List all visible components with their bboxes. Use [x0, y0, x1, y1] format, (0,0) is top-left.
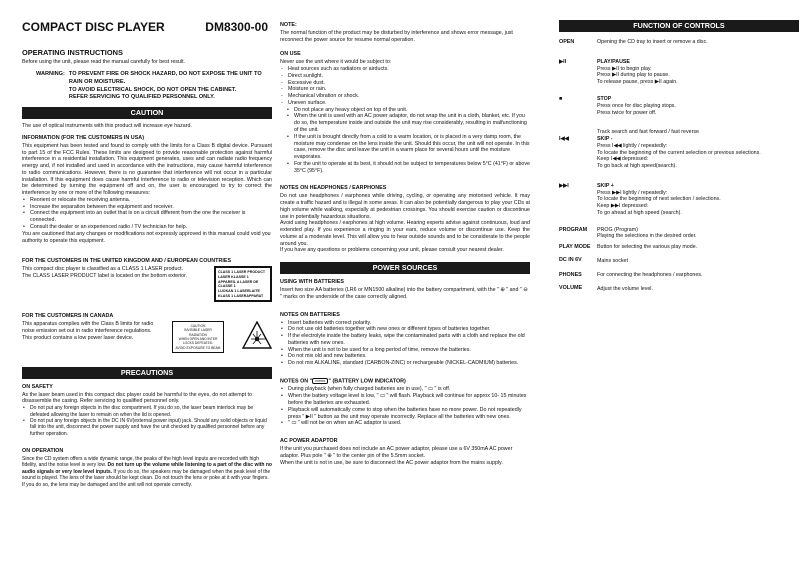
control-desc: Press ▶II during play to pause.: [597, 72, 670, 79]
list-item: • Do not mix old and new batteries.: [280, 353, 530, 360]
usa-text: This equipment has been tested and found to comply with the limits for a Class B digital device. Pursuant to part 15 of the FCC Rules. These limits are designed to provide reasonable protection against harmful interference in a residential installation. This equipment generates, uses and can radiate radio frequency energy and, if not installed and used in accordance with the instructions, may cause harmful interference to radio communications. However, there is no guarantee that interference will not occur in a particular installation. If this equipment does cause harmful interference to radio or television reception. Which can be determined by turning the equipment off and on, the user is encouraged to try to correct the interference by one or more of the following measures:: [22, 142, 272, 197]
uk-block: [22, 266, 272, 302]
stop-icon: ■: [559, 95, 563, 102]
control-play-mode: [559, 244, 799, 251]
indicator-heading: [280, 378, 530, 386]
list-item: • When the unit is not to be used for a long period of time, remove the batteries.: [280, 347, 530, 354]
list-item: - Mechanical vibration or shock.: [280, 93, 530, 100]
canada-text-2: This product contains a low power laser device.: [22, 334, 134, 341]
canada-text: This apparatus complies with the Class B limits for radio noise emission set out in radio interference regulations.: [22, 321, 154, 334]
operation-text: [22, 456, 272, 488]
class1-laser-label: [214, 266, 272, 302]
control-desc: Button for selecting the various play mode.: [597, 244, 698, 251]
label-line: APPAREIL A LASER DE CLASSE 1: [218, 279, 259, 289]
dc-in-icon: DC IN 6V: [559, 257, 582, 264]
ac-adaptor-text: If the unit you purchased does not include an AC power adaptor, please use a 6V 350mA AC power adaptor. Plus pole " ⊕ " to the center pin of the 5.5mm socket.: [280, 445, 513, 459]
control-key: OPEN: [559, 39, 575, 45]
safety-text: As the laser beam used in this compact disc player could be harmful to the eyes, do not attempt to disassemble the casing. Refer servicing to qualified personnel only.: [22, 391, 252, 405]
list-item: • Consult the dealer or an experienced radio / TV technician for help.: [22, 224, 272, 231]
volume-icon: VOLUME: [559, 284, 583, 291]
control-dc-in: [559, 258, 799, 265]
control-open: [559, 39, 799, 46]
battery-low-icon: ▭▭▭: [312, 378, 328, 385]
uk-text: This compact disc player is classified as a CLASS 1 LASER product.: [22, 266, 184, 273]
warning-box: [36, 71, 272, 102]
control-desc: SKIP -: [597, 136, 613, 143]
indicator-heading-b: " (BATTERY LOW INDICATOR): [328, 378, 406, 385]
warning-line: TO PREVENT FIRE OR SHOCK HAZARD, DO NOT EXPOSE THE UNIT TO RAIN OR MOISTURE.: [68, 71, 262, 85]
operation-text-c: If you do so, the speakers may be damaged when the peak level of the sound is played. The lens of the laser should be kept clean. Do not touch the lens or poke at it with your fingers. If you do so, the lens may be damaged and the unit will not operate correctly.: [22, 468, 271, 488]
headphones-heading: NOTES ON HEADPHONES / EARPHONES: [280, 185, 387, 192]
laser-line: The use of optical instruments with this product will increase eye hazard.: [22, 123, 192, 130]
control-desc: To release pause, press ▶II again.: [597, 79, 678, 86]
operation-heading: ON OPERATION: [22, 448, 64, 455]
label-line: KLASS 1 LASERAPPARAT: [218, 293, 264, 298]
controls-bar: FUNCTION OF CONTROLS: [559, 20, 799, 32]
list-item: - Direct sunlight.: [280, 73, 530, 80]
laser-warning-icon: [242, 321, 272, 349]
operation-text-bold: Do not turn up the volume while listening to a part of the disc with no audio signals or very low level inputs.: [22, 462, 272, 475]
control-play-pause: [559, 59, 799, 86]
control-desc: Mains socket: [597, 258, 628, 265]
control-desc: Playing the selections in the desired order.: [597, 233, 697, 240]
page-header: [22, 20, 272, 34]
label-line: LOCKS DEFEATED.: [182, 341, 214, 346]
indicator-notes: [280, 386, 530, 427]
label-line: LUOKAN 1 LASERLAITE: [218, 288, 260, 293]
warning-lead: WARNING:: [36, 71, 65, 78]
list-item: • Insert batteries with correct polarity.: [280, 320, 530, 327]
operating-intro: Before using the unit, please read the manual carefully for best result.: [22, 59, 186, 66]
list-item: • For the unit to operate at its best, it should not be subject to temperatures below 5°C (41°F) or above 35°C (95°F).: [280, 161, 530, 175]
list-item: • Do not mix ALKALINE, standard (CARBON-ZINC) or rechargeable (NICKEL-CADMIUM) batteries.: [280, 360, 530, 367]
control-desc: Press once for disc playing stops.: [597, 102, 676, 109]
uk-heading: FOR THE CUSTOMERS IN THE UNITED KINGDOM AND / EUROPEAN COUNTRIES: [22, 258, 232, 265]
control-desc: To go back at high speed(search).: [597, 163, 677, 170]
list-item: • Do not put any foreign objects in the disc compartment. If you do so, the laser beam interlock may be defeated allowing the laser to remain on when the lid is opened.: [22, 405, 272, 418]
list-item: • Playback will automatically come to stop when the batteries have no more power. Do not repeatedly press " ▶II " button as the unit may operate incorrectly. Replace all the batteries with new ones.: [280, 407, 530, 421]
operation-text-a: Since the CD system offers a wide dynamic range, the peaks of the high level inputs are recorded with high fidelity, and the noise level is very low.: [22, 456, 259, 469]
control-desc: To locate the beginning of next selection / selections.: [597, 196, 721, 203]
control-desc: Press ▶▶I lightly / repeatedly:: [597, 189, 668, 196]
power-sources-bar: POWER SOURCES: [280, 262, 530, 274]
battery-notes-heading: NOTES ON BATTERIES: [280, 311, 340, 318]
control-stop: [559, 96, 799, 116]
label-line: LASER KLASSE 1: [218, 274, 249, 279]
indicator-heading-a: NOTES ON ": [280, 378, 313, 385]
control-skip-back: [559, 136, 799, 170]
uk-text-2: The CLASS LASER PRODUCT label is located on the bottom exterior.: [22, 272, 188, 279]
invisible-laser-label: [172, 321, 224, 353]
control-skip-forward: [559, 183, 799, 217]
ac-adaptor-heading: AC POWER ADAPTOR: [280, 438, 338, 445]
list-item: - Heat sources such as radiators or airducts.: [280, 66, 530, 73]
control-desc: Opening the CD tray to insert or remove a disc.: [597, 39, 708, 45]
list-item: • Do not place any heavy object on top of the unit.: [280, 107, 530, 114]
list-item: • If the unit is brought directly from a cold to a warm location, or is placed in a very damp room, the moisture may condense on the lens inside the unit. Should this occur, the unit will not operate. In this case, remove the disc and leave the unit in a warm place for several hours until the moisture evaporates.: [280, 134, 530, 161]
list-item: • Increase the separation between the equipment and receiver.: [22, 204, 272, 211]
list-item: • " ▭ " will not be on when an AC adaptor is used.: [280, 420, 530, 427]
control-desc: Adjust the volume level.: [597, 285, 653, 292]
control-desc: To go ahead at high speed (search).: [597, 209, 682, 216]
label-line: WHEN OPEN AND INTER: [178, 336, 218, 341]
control-desc: To locate the beginning of the current selection or previous selections.: [597, 149, 761, 156]
headphones-text-3: If you have any questions or problems concerning your unit, please consult your nearest dealer.: [280, 247, 504, 254]
list-item: • Reorient or relocate the receiving antenna.: [22, 197, 272, 204]
warning-line: TO AVOID ELECTRICAL SHOCK, DO NOT OPEN THE CABINET.: [68, 86, 237, 93]
batteries-text: Insert two size AA batteries (LR6 or MN1500 alkaline) into the battery compartment, with the " ⊕ " and " ⊖ " marks on the underside of the case correctly aligned.: [280, 287, 528, 300]
on-use-rules: [280, 107, 530, 175]
skip-forward-icon: ▶▶I: [559, 182, 569, 189]
list-item: • Do not put any foreign objects in the DC IN 6V(external power input) jack. Should any solid objects or liquid fall into the unit, disconnect the power supply and have the unit checked by qualified personnel before any further operation.: [22, 418, 272, 437]
caution-bar: CAUTION: [22, 107, 272, 119]
batteries-heading: USING WITH BATTERIES: [280, 279, 344, 286]
list-item: • During playback (when fully charged batteries are in use), " ▭ " is off.: [280, 386, 530, 393]
control-phones: [559, 272, 799, 279]
control-volume: [559, 286, 799, 293]
page-title: COMPACT DISC PLAYER: [22, 20, 165, 34]
control-desc: Keep ▶▶I depressed:: [597, 203, 649, 210]
usa-footer: You are cautioned that any changes or modifications not expressly approved in this manual could void you authority to operate this equipment.: [22, 230, 271, 244]
usa-measures: [22, 197, 272, 231]
headphones-text: Do not use headphones / earphones while driving, cycling, or operating any motorised vehicle. It may create a traffic hazard and is illegal in some areas. It can also be potentially dangerous to play your CDs at high volume while walking, especially at pedestrian crossings. You should exercise caution or discontinue use in potentially hazardous situations.: [280, 193, 530, 220]
control-key: PROGRAM: [559, 226, 588, 233]
control-desc: PLAY/PAUSE: [597, 58, 630, 65]
list-item: - Excessive dust.: [280, 80, 530, 87]
warning-line: REFER SERVICING TO QUALIFIED PERSONNEL ONLY.: [68, 94, 215, 101]
control-desc: Keep I◀◀ depressed:: [597, 156, 649, 163]
track-search-note: Track search and fast forward / fast reverse: [597, 129, 699, 136]
list-item: • If the electrolyte inside the battery leaks, wipe the contaminated parts with a cloth and replace the old batteries with new ones.: [280, 333, 530, 347]
canada-heading: FOR THE CUSTOMERS IN CANADA: [22, 313, 114, 320]
headphones-text-2: Avoid using headphones / earphones at high volume. Hearing experts advise against continuous, loud and extended play. If you experience a ringing in your ears, reduce volume or discontinue use. Keep the volume at a moderate level. This will allow you to hear outside sounds and to be considerate to the people around you.: [280, 220, 530, 247]
control-program: [559, 227, 799, 241]
list-item: • Connect the equipment into an outlet that is on a circuit different from the one the receiver is connected.: [22, 210, 272, 224]
canada-block: [22, 321, 272, 353]
operating-heading: OPERATING INSTRUCTIONS: [22, 48, 123, 57]
list-item: • When the battery voltage level is low, " ▭ " will flash. Playback will continue for approx 10- 15 minutes before the batteries are exhausted.: [280, 393, 530, 407]
control-key: PHONES: [559, 271, 582, 278]
on-use-conditions: [280, 66, 530, 107]
precautions-bar: PRECAUTIONS: [22, 367, 272, 379]
control-desc: SKIP +: [597, 182, 614, 189]
on-use-intro: Never use the unit where it would be subject to:: [280, 59, 392, 66]
column-middle: [280, 20, 530, 568]
column-left: [22, 20, 272, 568]
control-desc: PROG (Program): [597, 226, 638, 233]
usa-heading: INFORMATION (FOR THE CUSTOMERS IN USA): [22, 134, 144, 141]
label-line: AVOID EXPOSURE TO BEAM: [175, 345, 221, 350]
safety-heading: ON SAFETY: [22, 383, 53, 390]
on-use-heading: ON USE: [280, 51, 301, 58]
control-key: PLAY MODE: [559, 244, 591, 251]
label-line: CLASS 1 LASER PRODUCT: [218, 270, 266, 275]
list-item: - Uneven surface.: [280, 100, 530, 107]
list-item: • Do not use old batteries together with new ones or different types of batteries together.: [280, 326, 530, 333]
control-desc: Press ▶II to begin play.: [597, 65, 652, 72]
control-desc: STOP: [597, 95, 612, 102]
model-number: DM8300-00: [205, 20, 268, 34]
column-right: [559, 20, 799, 568]
control-desc: Press twice for power off.: [597, 109, 657, 116]
battery-notes: [280, 320, 530, 367]
label-line: CAUTION: [190, 324, 206, 329]
skip-back-icon: I◀◀: [559, 136, 569, 143]
control-desc: For connecting the headphones / earphones.: [597, 271, 703, 278]
list-item: • When the unit is used with an AC power adaptor, do not wrap the unit in a cloth, blanket, etc. If you do so, the temperature inside and outside the unit may rise considerably, resulting in malfunctioning of the unit.: [280, 113, 530, 133]
safety-list: [22, 405, 272, 437]
note-text: The normal function of the product may be disturbed by interference and shows error message, just reconnect the power source for resume normal operation.: [280, 29, 513, 43]
list-item: - Moisture or rain.: [280, 86, 530, 93]
control-desc: Press I◀◀ lightly / repeatedly:: [597, 142, 668, 149]
play-pause-icon: ▶II: [559, 58, 567, 65]
ac-adaptor-text-2: When the unit is not in use, be sure to disconnect the AC power adaptor from the mains supply.: [280, 459, 503, 466]
label-line: INVISIBLE LASER RADIATION: [184, 328, 212, 337]
note-heading: NOTE:: [280, 22, 297, 28]
